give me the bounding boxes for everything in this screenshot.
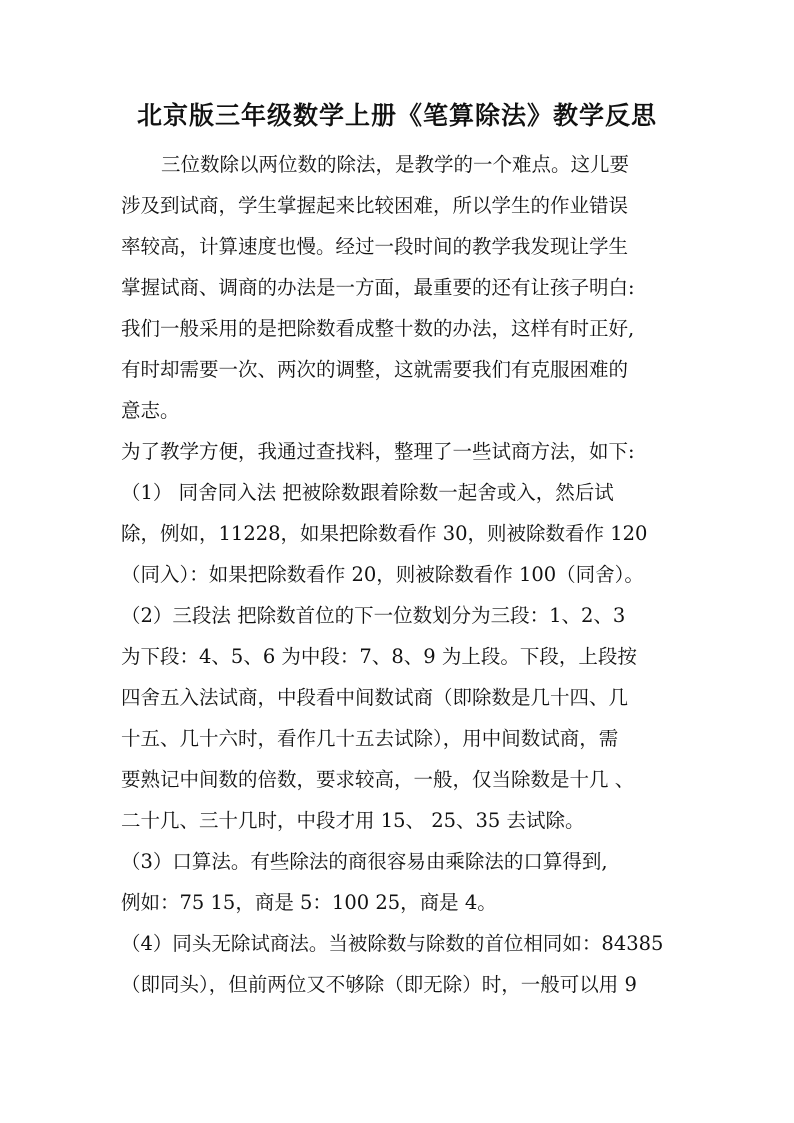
text-line: （即同头），但前两位又不够除（即无除）时，一般可以用 9 [121, 973, 637, 996]
text-line: 涉及到试商，学生掌握起来比较困难，所以学生的作业错误 [121, 194, 629, 217]
document-body [121, 144, 677, 1005]
text-line: 三位数除以两位数的除法，是教学的一个难点。这儿要 [161, 153, 630, 176]
text-line: （2）三段法 把除数首位的下一位数划分为三段：1、2、3 [121, 604, 626, 627]
text-line: 例如：75 15，商是 5：100 25，商是 4。 [121, 891, 497, 914]
text-line: （同入）：如果把除数看作 20，则被除数看作 100（同舍）。 [121, 563, 644, 586]
text-line: 有时却需要一次、两次的调整，这就需要我们有克服困难的 [121, 358, 629, 381]
text-line: 意志。 [121, 399, 180, 422]
text-line: （3）口算法。有些除法的商很容易由乘除法的口算得到, [121, 850, 608, 873]
text-line: 率较高，计算速度也慢。经过一段时间的教学我发现让学生 [121, 235, 629, 258]
text-line: （4）同头无除试商法。当被除数与除数的首位相同如：84385 [121, 932, 664, 955]
text-line: 除，例如，11228，如果把除数看作 30，则被除数看作 120 [121, 522, 648, 545]
text-line: 四舍五入法试商，中段看中间数试商（即除数是几十四、几 [121, 686, 629, 709]
text-line: （1） 同舍同入法 把被除数跟着除数一起舍或入，然后试 [121, 481, 614, 504]
document-title: 北京版三年级数学上册《笔算除法》教学反思 [136, 101, 657, 130]
text-line: 二十几、三十几时，中段才用 15、 25、35 去试除。 [121, 809, 585, 832]
text-line: 要熟记中间数的倍数，要求较高，一般，仅当除数是十几 、 [121, 768, 635, 791]
text-line: 掌握试商、调商的办法是一方面，最重要的还有让孩子明白: [121, 276, 635, 299]
text-line: 我们一般采用的是把除数看成整十数的办法，这样有时正好, [121, 317, 635, 340]
text-line: 为了教学方便，我通过查找料，整理了一些试商方法，如下: [121, 440, 635, 463]
text-line: 为下段：4、5、6 为中段：7、8、9 为上段。下段，上段按 [121, 645, 637, 668]
text-line: 十五、几十六时，看作几十五去试除），用中间数试商，需 [121, 727, 619, 750]
